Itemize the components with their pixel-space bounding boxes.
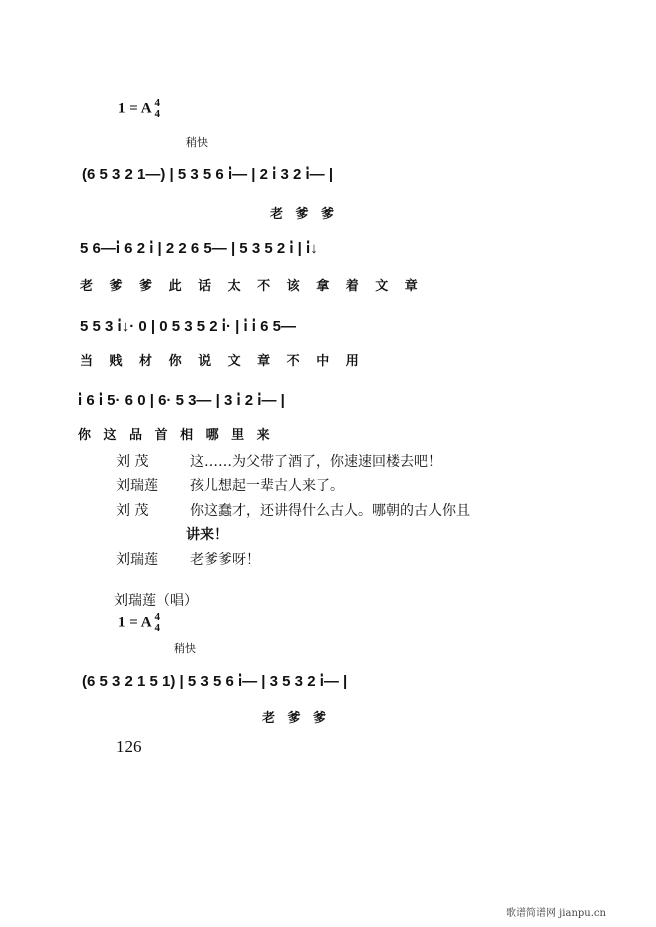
lyrics-row-2: 老 爹 爹 此 话 太 不 该 拿 着 文 章	[80, 279, 424, 294]
time-bottom-2: 4	[154, 622, 160, 634]
notation-row-4: i̇ 6 i̇ 5· 6 0 | 6· 5 3— | 3 i̇ 2 i̇— |	[78, 392, 285, 409]
notation-row-3: 5 5 3 i̇↓· 0 | 0 5 3 5 2 i̇· | i̇ i̇ 6 5—	[80, 318, 296, 335]
key-text-2: 1 = A	[118, 614, 151, 631]
lyrics-row-5: 老 爹 爹	[262, 711, 331, 726]
speaker-5: 刘瑞莲	[116, 552, 158, 568]
key-signature	[118, 98, 160, 120]
lyrics-row-1: 老 爹 爹	[270, 207, 339, 222]
speaker-1: 刘 茂	[116, 454, 149, 470]
time-bottom: 4	[154, 108, 160, 120]
dialogue-line-1: 这……为父带了酒了，你速速回楼去吧！	[190, 454, 442, 470]
tempo-mark-2: 稍快	[174, 642, 196, 655]
dialogue-line-5: 老爹爹呀！	[190, 552, 260, 568]
dialogue-line-3: 你这蠢才，还讲得什么古人。哪朝的古人你且	[190, 503, 470, 519]
key-text: 1 = A	[118, 100, 151, 117]
time-signature	[154, 98, 160, 120]
time-signature-2	[154, 612, 160, 634]
key-signature-2	[118, 612, 160, 634]
time-top: 4	[154, 97, 160, 109]
notation-row-5: (6 5 3 2 1 5 1) | 5 3 5 6 i̇— | 3 5 3 2 i̇— |	[82, 673, 348, 690]
speaker-3: 刘 茂	[116, 503, 149, 519]
dialogue-line-4: 讲来！	[186, 527, 228, 543]
watermark: 歌谱简谱网 jianpu.cn	[506, 908, 606, 919]
dialogue-line-2: 孩儿想起一辈古人来了。	[190, 478, 344, 494]
lyrics-row-4: 你 这 品 首 相 哪 里 来	[78, 428, 274, 443]
notation-row-1: (6 5 3 2 1—) | 5 3 5 6 i̇— | 2 i̇ 3 2 i̇— |	[82, 166, 334, 183]
song-heading: 刘瑞莲（唱）	[114, 593, 198, 609]
tempo-mark: 稍快	[186, 136, 208, 149]
speaker-2: 刘瑞莲	[116, 478, 158, 494]
time-top-2: 4	[154, 611, 160, 623]
notation-row-2: 5 6—i̇ 6 2 i̇ | 2 2 6 5— | 5 3 5 2 i̇ | i̇↓	[80, 240, 318, 257]
lyrics-row-3: 当 贱 材 你 说 文 章 不 中 用	[80, 354, 365, 369]
page-number: 126	[116, 737, 142, 756]
